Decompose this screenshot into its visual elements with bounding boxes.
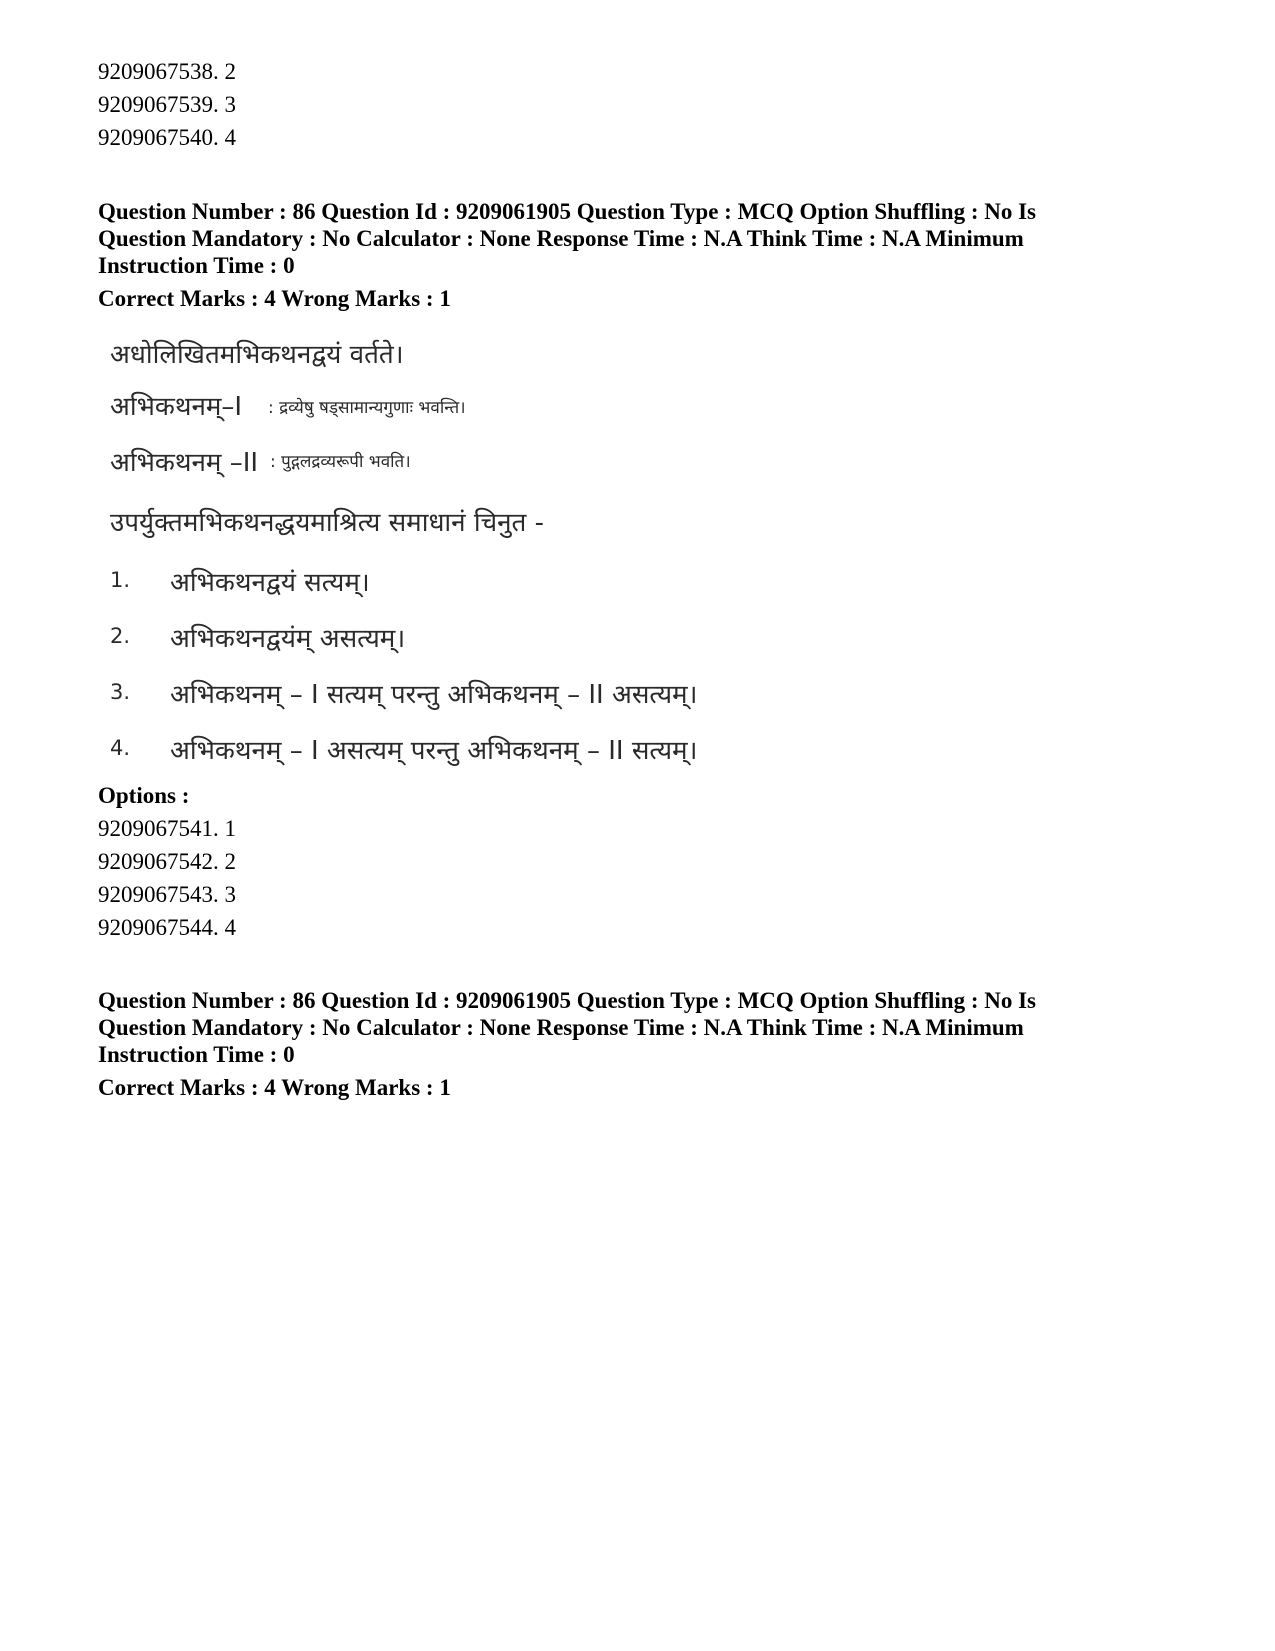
question-image	[98, 335, 718, 805]
options-label: Options :	[98, 783, 190, 808]
question-instruction: उपर्युक्तमभिकथनद्धयमाश्रित्य समाधानं चिनुत -	[110, 508, 545, 538]
statement-2-text: : पुद्गलद्रव्यरूपी भवति।	[270, 452, 411, 472]
question-header-line-2: Question Mandatory : No Calculator : None Response Time : N.A Think Time : N.A Minimum	[98, 226, 1024, 251]
option-2: 9209067542. 2	[98, 849, 236, 874]
statement-2-label: अभिकथनम् –II	[110, 448, 259, 478]
choice-2-text: अभिकथनद्वयंम् असत्यम्।	[170, 624, 406, 654]
choice-1-text: अभिकथनद्वयं सत्यम्।	[170, 568, 370, 598]
next-question-header-line-3: Instruction Time : 0	[98, 1042, 295, 1067]
choice-4-number: 4.	[110, 736, 131, 760]
prev-option-2: 9209067539. 3	[98, 92, 236, 117]
next-question-marks: Correct Marks : 4 Wrong Marks : 1	[98, 1075, 451, 1100]
question-header-line-3: Instruction Time : 0	[98, 253, 295, 278]
statement-1-text: : द्रव्येषु षड्सामान्यगुणाः भवन्ति।	[268, 398, 466, 418]
prev-option-1: 9209067538. 2	[98, 59, 236, 84]
choice-1-number: 1.	[110, 568, 131, 592]
prev-option-3: 9209067540. 4	[98, 125, 236, 150]
next-question-header-line-1: Question Number : 86 Question Id : 9209061905 Question Type : MCQ Option Shuffling : No Is	[98, 988, 1037, 1013]
choice-3-number: 3.	[110, 680, 131, 704]
question-marks: Correct Marks : 4 Wrong Marks : 1	[98, 286, 451, 311]
choice-2-number: 2.	[110, 624, 131, 648]
question-intro: अधोलिखितमभिकथनद्वयं वर्तते।	[110, 340, 404, 370]
question-header-line-1: Question Number : 86 Question Id : 9209061905 Question Type : MCQ Option Shuffling : No Is	[98, 199, 1037, 224]
option-4: 9209067544. 4	[98, 915, 236, 940]
next-question-header-line-2: Question Mandatory : No Calculator : None Response Time : N.A Think Time : N.A Minimum	[98, 1015, 1024, 1040]
option-3: 9209067543. 3	[98, 882, 236, 907]
choice-4-text: अभिकथनम् – I असत्यम् परन्तु अभिकथनम् – II सत्यम्।	[170, 736, 698, 766]
option-1: 9209067541. 1	[98, 816, 236, 841]
choice-3-text: अभिकथनम् – I सत्यम् परन्तु अभिकथनम् – II असत्यम्।	[170, 680, 698, 710]
statement-1-label: अभिकथनम्–I	[110, 392, 243, 422]
